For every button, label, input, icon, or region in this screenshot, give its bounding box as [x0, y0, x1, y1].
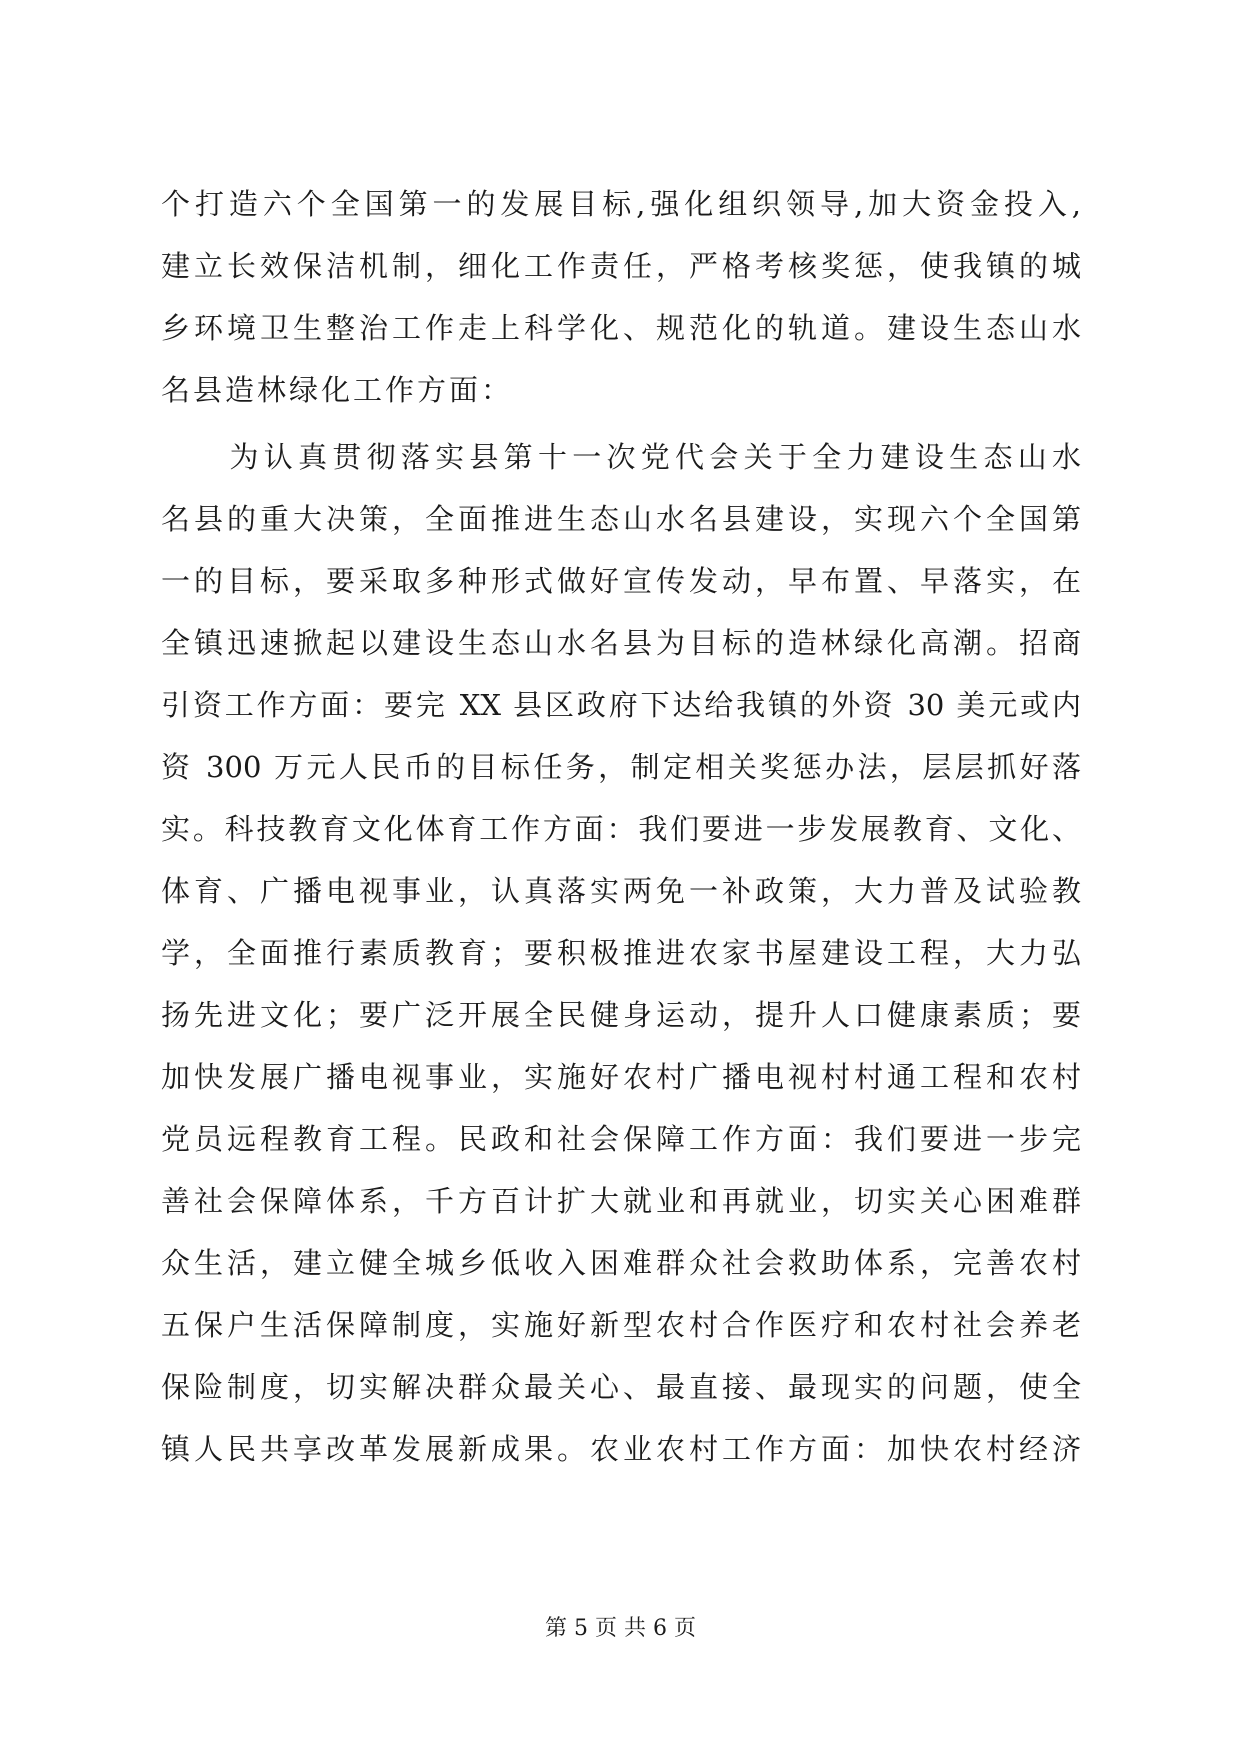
text-line: 乡环境卫生整治工作走上科学化、规范化的轨道。建设生态山水	[161, 311, 1081, 345]
text-line: 一的目标，要采取多种形式做好宣传发动，早布置、早落实，在	[161, 564, 1081, 598]
text-line: 体育、广播电视事业，认真落实两免一补政策，大力普及试验教	[161, 874, 1081, 908]
text-line: 名县的重大决策，全面推进生态山水名县建设，实现六个全国第	[161, 502, 1081, 536]
text-line: 众生活，建立健全城乡低收入困难群众社会救助体系，完善农村	[161, 1246, 1081, 1280]
page-number-footer: 第 5 页 共 6 页	[545, 1616, 696, 1641]
text-line: 学，全面推行素质教育；要积极推进农家书屋建设工程，大力弘	[161, 936, 1081, 970]
text-line: 建立长效保洁机制，细化工作责任，严格考核奖惩，使我镇的城	[161, 249, 1081, 283]
text-line: 名县造林绿化工作方面：	[161, 373, 514, 407]
text-line: 扬先进文化；要广泛开展全民健身运动，提升人口健康素质；要	[161, 998, 1081, 1032]
text-line: 党员远程教育工程。民政和社会保障工作方面：我们要进一步完	[161, 1122, 1081, 1156]
text-line: 加快发展广播电视事业，实施好农村广播电视村村通工程和农村	[161, 1060, 1081, 1094]
text-line: 实。科技教育文化体育工作方面：我们要进一步发展教育、文化、	[161, 812, 1081, 846]
text-line: 为认真贯彻落实县第十一次党代会关于全力建设生态山水	[161, 440, 1081, 474]
text-line: 五保户生活保障制度，实施好新型农村合作医疗和农村社会养老	[161, 1308, 1081, 1342]
text-line: 引资工作方面：要完 XX 县区政府下达给我镇的外资 30 美元或内	[161, 688, 1081, 722]
text-line: 善社会保障体系，千方百计扩大就业和再就业，切实关心困难群	[161, 1184, 1081, 1218]
text-line: 个打造六个全国第一的发展目标,强化组织领导,加大资金投入,	[161, 187, 1081, 221]
text-line: 镇人民共享改革发展新成果。农业农村工作方面：加快农村经济	[161, 1432, 1081, 1466]
text-line: 资 300 万元人民币的目标任务，制定相关奖惩办法，层层抓好落	[161, 750, 1081, 784]
text-line: 全镇迅速掀起以建设生态山水名县为目标的造林绿化高潮。招商	[161, 626, 1081, 660]
text-line: 保险制度，切实解决群众最关心、最直接、最现实的问题，使全	[161, 1370, 1081, 1404]
